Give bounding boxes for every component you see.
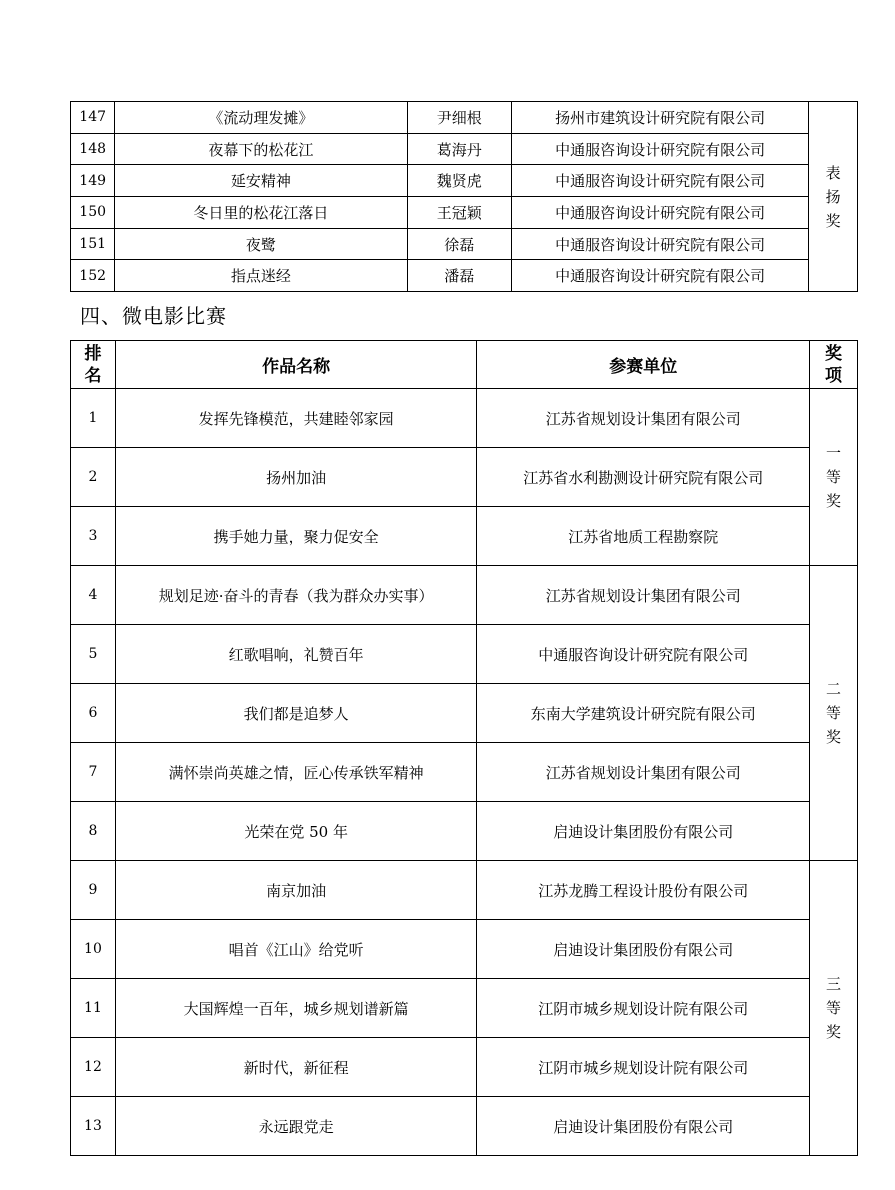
- table-row: [71, 448, 858, 507]
- work-title-cell: 规划足迹·奋斗的青春（我为群众办实事）: [115, 566, 477, 625]
- work-title-cell: 指点迷经: [115, 260, 407, 292]
- unit-cell: 江苏龙腾工程设计股份有限公司: [477, 861, 810, 920]
- rank-header: [71, 341, 116, 389]
- table-row: [71, 1097, 858, 1156]
- table-row: [71, 802, 858, 861]
- work-title-cell: 冬日里的松花江落日: [115, 197, 407, 229]
- award-label: 二等奖: [826, 680, 842, 746]
- rank-cell: 148: [71, 133, 115, 165]
- unit-cell: 江阴市城乡规划设计院有限公司: [477, 979, 810, 1038]
- table-row: [71, 228, 858, 260]
- unit-cell: 中通服咨询设计研究院有限公司: [477, 625, 810, 684]
- work-title-cell: 满怀崇尚英雄之情，匠心传承铁军精神: [115, 743, 477, 802]
- unit-cell: 江苏省水利勘测设计研究院有限公司: [477, 448, 810, 507]
- unit-cell: 启迪设计集团股份有限公司: [477, 1097, 810, 1156]
- work-title-cell: 大国辉煌一百年，城乡规划谱新篇: [115, 979, 477, 1038]
- author-cell: 尹细根: [407, 102, 511, 134]
- rank-cell: 8: [71, 802, 116, 861]
- rank-cell: 150: [71, 197, 115, 229]
- rank-cell: 7: [71, 743, 116, 802]
- unit-cell: 江苏省规划设计集团有限公司: [477, 743, 810, 802]
- table-header-row: [71, 341, 858, 389]
- table-row: [71, 133, 858, 165]
- award-label: 表扬奖: [825, 163, 841, 230]
- table-row: [71, 684, 858, 743]
- table-row: [71, 197, 858, 229]
- rank-cell: 3: [71, 507, 116, 566]
- author-cell: 王冠颖: [407, 197, 511, 229]
- unit-cell: 江苏省规划设计集团有限公司: [477, 566, 810, 625]
- rank-cell: 10: [71, 920, 116, 979]
- unit-cell: 启迪设计集团股份有限公司: [477, 802, 810, 861]
- unit-cell: 江苏省规划设计集团有限公司: [477, 389, 810, 448]
- unit-cell: 中通服咨询设计研究院有限公司: [511, 165, 808, 197]
- section-title: 四、微电影比赛: [80, 304, 227, 328]
- unit-cell: 扬州市建筑设计研究院有限公司: [511, 102, 808, 134]
- work-title-cell: 永远跟党走: [115, 1097, 477, 1156]
- author-cell: 徐磊: [407, 228, 511, 260]
- work-title-cell: 唱首《江山》给党听: [115, 920, 477, 979]
- rank-cell: 12: [71, 1038, 116, 1097]
- unit-header: 参赛单位: [477, 341, 810, 389]
- rank-cell: 6: [71, 684, 116, 743]
- unit-cell: 中通服咨询设计研究院有限公司: [511, 197, 808, 229]
- table-row: [71, 165, 858, 197]
- rank-cell: 1: [71, 389, 116, 448]
- micro-film-award-table: [70, 340, 858, 1156]
- rank-cell: 151: [71, 228, 115, 260]
- award-label: 一等奖: [826, 444, 842, 510]
- table-row: [71, 389, 858, 448]
- table-row: [71, 920, 858, 979]
- work-title-cell: 红歌唱响，礼赞百年: [115, 625, 477, 684]
- table-row: [71, 1038, 858, 1097]
- rank-cell: 152: [71, 260, 115, 292]
- title-header: 作品名称: [115, 341, 477, 389]
- author-cell: 魏贤虎: [407, 165, 511, 197]
- photo-award-table: [70, 101, 858, 292]
- rank-cell: 147: [71, 102, 115, 134]
- author-cell: 潘磊: [407, 260, 511, 292]
- unit-cell: 启迪设计集团股份有限公司: [477, 920, 810, 979]
- rank-cell: 9: [71, 861, 116, 920]
- work-title-cell: 夜鹭: [115, 228, 407, 260]
- table-row: [71, 507, 858, 566]
- table-row: [71, 102, 858, 134]
- award-cell-second: [810, 566, 858, 861]
- unit-cell: 江阴市城乡规划设计院有限公司: [477, 1038, 810, 1097]
- award-cell: [809, 102, 858, 292]
- unit-cell: 中通服咨询设计研究院有限公司: [511, 260, 808, 292]
- table-row: [71, 861, 858, 920]
- rank-cell: 4: [71, 566, 116, 625]
- work-title-cell: 发挥先锋模范，共建睦邻家园: [115, 389, 477, 448]
- table-bottom-rule: [70, 1155, 858, 1156]
- work-title-cell: 光荣在党 50 年: [115, 802, 477, 861]
- award-header-label: 奖项: [825, 343, 843, 386]
- table-row: [71, 625, 858, 684]
- table-row: [71, 979, 858, 1038]
- rank-cell: 11: [71, 979, 116, 1038]
- table-row: [71, 743, 858, 802]
- rank-header-label: 排名: [84, 343, 102, 386]
- author-cell: 葛海丹: [407, 133, 511, 165]
- rank-cell: 2: [71, 448, 116, 507]
- work-title-cell: 扬州加油: [115, 448, 477, 507]
- table-row: [71, 260, 858, 292]
- rank-cell: 149: [71, 165, 115, 197]
- rank-cell: 5: [71, 625, 116, 684]
- unit-cell: 中通服咨询设计研究院有限公司: [511, 228, 808, 260]
- unit-cell: 中通服咨询设计研究院有限公司: [511, 133, 808, 165]
- award-label: 三等奖: [826, 975, 842, 1042]
- work-title-cell: 携手她力量，聚力促安全: [115, 507, 477, 566]
- work-title-cell: 南京加油: [115, 861, 477, 920]
- unit-cell: 东南大学建筑设计研究院有限公司: [477, 684, 810, 743]
- award-header: [810, 341, 858, 389]
- work-title-cell: 我们都是追梦人: [115, 684, 477, 743]
- work-title-cell: 新时代，新征程: [115, 1038, 477, 1097]
- table-row: [71, 566, 858, 625]
- unit-cell: 江苏省地质工程勘察院: [477, 507, 810, 566]
- work-title-cell: 《流动理发摊》: [115, 102, 407, 134]
- rank-cell: 13: [71, 1097, 116, 1156]
- award-cell-third: [810, 861, 858, 1156]
- work-title-cell: 夜幕下的松花江: [115, 133, 407, 165]
- work-title-cell: 延安精神: [115, 165, 407, 197]
- award-cell-first: [810, 389, 858, 566]
